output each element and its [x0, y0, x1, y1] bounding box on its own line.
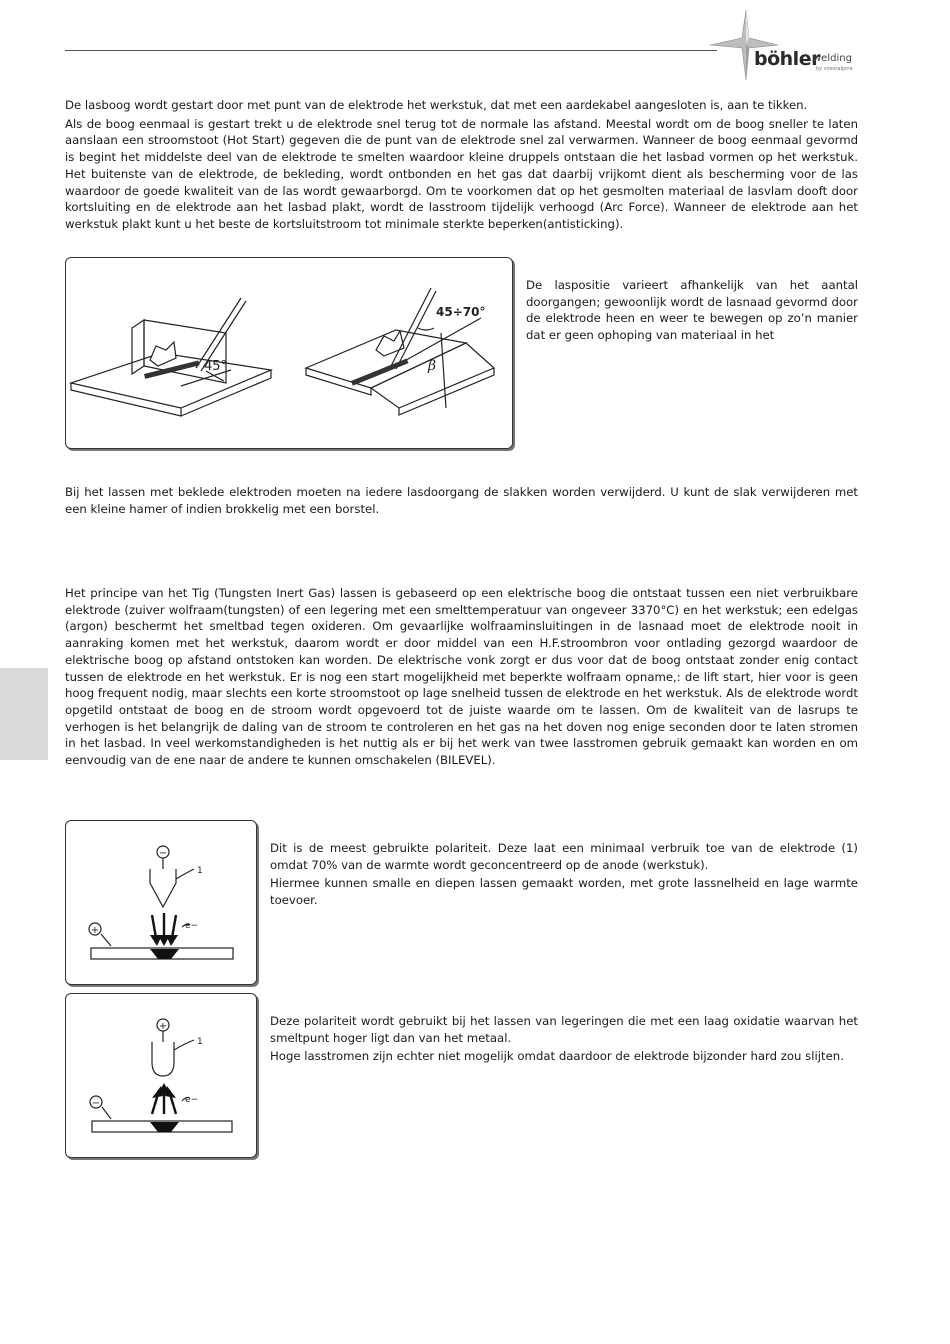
angle-label-45: 45°: [204, 359, 228, 374]
slag-section: [65, 484, 858, 517]
chapter-side-tab: [0, 668, 48, 760]
position-paragraph: De laspositie varieert afhankelijk van het aantal doorgangen; gewoonlijk wordt de lasnaad gevormd door de elektrode heen en weer te bewegen op zo’n manier dat er geen ophoping van materiaal in het: [526, 278, 858, 343]
dcen-work-sign: +: [90, 925, 100, 936]
dcep-electrode-label: 1: [197, 1037, 203, 1047]
dcep-diagram: [66, 994, 256, 1157]
dcen-polarity-figure: [65, 820, 257, 985]
dcep-paragraph-1: Deze polariteit wordt gebruikt bij het lassen van legeringen die met een laag oxidatie waarvan het smeltpunt hoger ligt dan van het metaal.: [270, 1014, 858, 1045]
slag-paragraph: Bij het lassen met beklede elektroden moeten na iedere lasdoorgang de slakken worden verwijderd. U kunt de slak verwijderen met een kleine hamer of indien brokkelig met een borstel.: [65, 485, 858, 516]
dcep-work-sign: −: [91, 1098, 101, 1109]
welding-position-diagram: [66, 258, 512, 448]
dcen-diagram: [66, 821, 256, 984]
logo-subtitle: welding: [813, 53, 852, 64]
dcep-electrode-sign: +: [158, 1021, 168, 1032]
logo-wordmark: böhler: [754, 48, 820, 70]
logo-tagline: by voestalpine: [816, 66, 853, 72]
position-section: [526, 277, 858, 344]
dcen-electrode-label: 1: [197, 866, 203, 876]
bohler-welding-logo: [708, 8, 868, 80]
dcen-section: [270, 840, 858, 909]
dcep-polarity-figure: [65, 993, 257, 1158]
angle-label-beta: β: [428, 358, 437, 374]
tig-paragraph: Het principe van het Tig (Tungsten Inert Gas) lassen is gebaseerd op een elektrische boog die ontstaat tussen een niet verbruikbare elektrode (zuiver wolfraam(tungsten) of een legering met een smelttemperatuur van ongeveer 3370°C) en het werkstuk; een edelgas (argon) beschermt het smeltbad tegen oxideren. Om gevaarlijke wolfraaminsluitingen in de lasnaad moet de elektrode nooit in aanraking komen met het werkstuk, daarom wordt er door middel van een H.F.stroombron voor ontlading gezorgd waardoor de elektrische boog op afstand ontstoken kan worden. De elektrische vonk zorgt er dus voor dat de boog ontstaat zonder enig contact tussen de elektrode en het werkstuk. Er is nog een start mogelijkheid met beperkte wolfraam opname,: de lift start, hier voor is geen hoog frequent nodig, maar slechts een korte stroomstoot op lage snelheid tussen de elektrode en het werkstuk. Als de elektrode wordt opgetild ontstaat de boog en de stroom wordt opgevoerd tot de juiste waarde om te lassen. Om de kwaliteit van de lasrups te verhogen is het belangrijk de daling van de stroom te controleren en het gas na het doven nog enige seconden door te laten stromen in het lasbad. In veel werkomstandigheden is het nuttig als er bij het werk van twee lasstromen gebruik gemaakt kan worden en om eenvoudig van de ene naar de andere te kunnen omschakelen (BILEVEL).: [65, 586, 858, 768]
tig-section: [65, 585, 858, 769]
intro-section: [65, 97, 858, 233]
intro-paragraph-1: De lasboog wordt gestart door met punt van de elektrode het werkstuk, dat met een aardekabel aangesloten is, aan te tikken.: [65, 98, 808, 112]
angle-label-45-70: 45÷70°: [436, 305, 486, 319]
dcen-paragraph-2: Hiermee kunnen smalle en diepen lassen gemaakt worden, met grote lassnelheid en lage warmte toevoer.: [270, 876, 858, 908]
dcep-section: [270, 1013, 858, 1065]
dcen-electrode-sign: −: [158, 848, 168, 859]
dcen-electron-label: e−: [185, 921, 199, 931]
dcep-paragraph-2: Hoge lasstromen zijn echter niet mogelijk omdat daardoor de elektrode bijzonder hard zou slijten.: [270, 1049, 844, 1064]
intro-paragraph-2: Als de boog eenmaal is gestart trekt u de elektrode snel terug tot de normale las afstand. Meestal wordt om de boog sneller te laten aanslaan een stroomstoot (Hot Start) gegeven die de punt van de elektrode snel zal verwarmen. Wanneer de boog eenmaal gevormd is begint het middelste deel van de elektrode te smelten waardoor kleine druppels ontstaan die het lasbad vormen op het werkstuk. Het buitenste van de elektrode, de bekleding, wordt ontbonden en het gas dat daarbij vrijkomt dient als bescherming voor de las waardoor de goede kwaliteit van de las wordt gewaarborgd. Om te voorkomen dat op het gesmolten materiaal de lasvlam dooft door kortsluiting en de elektrode aan het lasbad plakt, wordt de lasstroom tijdelijk verhoogd (Arc Force). Wanneer de elektrode aan het werkstuk plakt kunt u het beste de kortsluitstroom tot minimale sterkte beperken(antisticking).: [65, 116, 858, 231]
dcen-paragraph-1: Dit is de meest gebruikte polariteit. Deze laat een minimaal verbruik toe van de elektrode (1) omdat 70% van de warmte wordt geconcentreerd op de anode (werkstuk).: [270, 841, 858, 872]
header-rule: [65, 50, 717, 51]
electrode-position-figure: [65, 257, 513, 449]
dcep-electron-label: e−: [185, 1095, 199, 1105]
